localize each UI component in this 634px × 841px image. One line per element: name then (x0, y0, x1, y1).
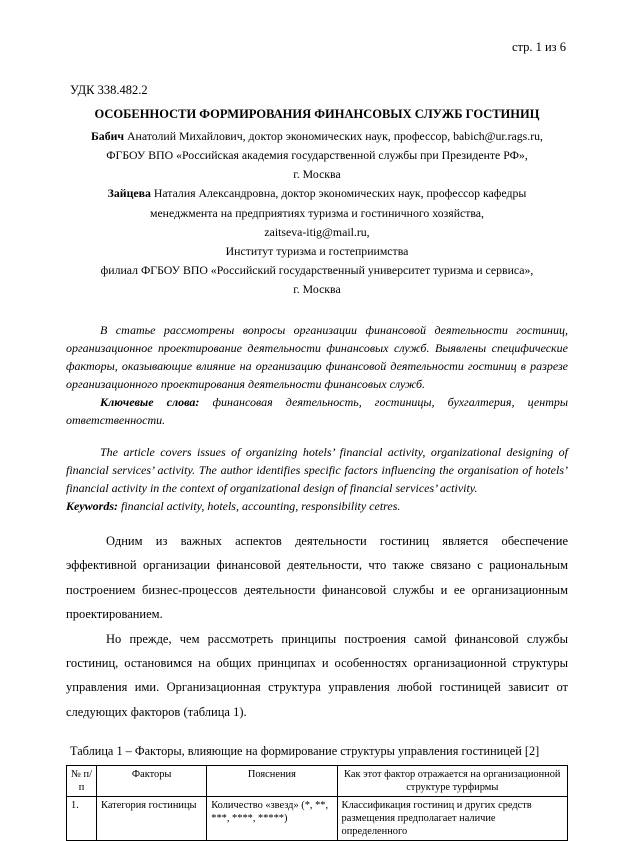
table-cell-effect: Классификация гостиниц и других средств размещения предполагает наличие определенного (337, 797, 567, 841)
author-department: менеджмента на предприятиях туризма и гостиничного хозяйства, (149, 205, 484, 220)
table-cell-number: 1. (67, 797, 97, 841)
table-cell-explanation: Количество «звезд» (*, **, ***, ****, *****) (207, 797, 337, 841)
author-name: Зайцева (107, 186, 151, 201)
udc-code: УДК 338.482.2 (70, 83, 148, 97)
author-line (66, 242, 568, 261)
author-line (66, 204, 568, 223)
body-paragraph: Одним из важных аспектов деятельности гостиниц является обеспечение эффективной организации финансовой деятельности, что также связано с рациональным построением бизнес-процессов деятельности финансовой службы и ее организационным проектированием. (66, 534, 568, 622)
factors-table (66, 765, 568, 841)
page-number: стр. 1 из 6 (511, 40, 566, 54)
author-detail: Анатолий Михайлович, доктор экономических наук, профессор, babich@ur.rags.ru, (124, 129, 543, 144)
body-paragraph: Но прежде, чем рассмотреть принципы построения самой финансовой службы гостиниц, остановимся на общих принципах и особенностях организационной структуры управления ими. Организационная структура управления любой гостиницей зависит от следующих факторов (таблица 1). (66, 631, 568, 719)
keywords-en (66, 497, 568, 515)
author-line (66, 280, 568, 299)
table-header-cell: Пояснения (207, 766, 337, 797)
spacer (66, 299, 568, 321)
table-cell-factor: Категория гостиницы (97, 797, 207, 841)
author-line (66, 146, 568, 165)
keywords-ru (66, 393, 568, 429)
table-header-cell: Как этот фактор отражается на организационной структуре турфирмы (337, 766, 567, 797)
table-header-cell: Факторы (97, 766, 207, 797)
author-affiliation: ФГБОУ ВПО «Российская академия государственной службы при Президенте РФ», (106, 148, 528, 163)
author-line (66, 223, 568, 242)
author-city: г. Москва (293, 167, 341, 182)
author-detail: Наталия Александровна, доктор экономических наук, профессор кафедры (150, 186, 527, 201)
table-caption: Таблица 1 – Факторы, влияющие на формирование структуры управления гостиницей [2] (70, 744, 540, 759)
author-email: zaitseva-itig@mail.ru, (264, 224, 370, 239)
table-row (67, 797, 568, 841)
author-line (66, 165, 568, 184)
author-city: г. Москва (293, 282, 341, 296)
author-line (66, 261, 568, 280)
abstract-ru: В статье рассмотрены вопросы организации финансовой деятельности гостиниц, организационное проектирование деятельности финансовых служб. Выявлены специфические факторы, оказывающие влияние на организацию финансовой деятельности гостиниц в разрезе организационного проектирования деятельности финансовых служб. (66, 323, 568, 392)
table-header-cell: № п/п (67, 766, 97, 797)
keywords-en-label: Keywords: (66, 499, 118, 514)
keywords-en-value: financial activity, hotels, accounting, responsibility cetres. (118, 499, 401, 514)
keywords-ru-value: финансовая деятельность, гостиницы, бухгалтерия, центры ответственности. (66, 395, 568, 428)
abstract-en: The article covers issues of organizing hotels’ financial activity, organizational designing of financial services’ activity. The author identifies specific factors influencing the organisation of hotels’ financial activity in the context of organizational design of financial services’ activity. (66, 445, 568, 496)
author-affiliation: филиал ФГБОУ ВПО «Российский государственный университет туризма и сервиса», (100, 262, 534, 277)
page-title: ОСОБЕННОСТИ ФОРМИРОВАНИЯ ФИНАНСОВЫХ СЛУЖБ ГОСТИНИЦ (94, 107, 540, 121)
author-line (66, 127, 568, 146)
keywords-ru-label: Ключевые слова: (100, 395, 200, 410)
table-header-row (67, 766, 568, 797)
author-name: Бабич (91, 129, 125, 144)
author-line (66, 184, 568, 203)
author-institute: Институт туризма и гостеприимства (225, 243, 409, 258)
author-block (66, 127, 568, 299)
